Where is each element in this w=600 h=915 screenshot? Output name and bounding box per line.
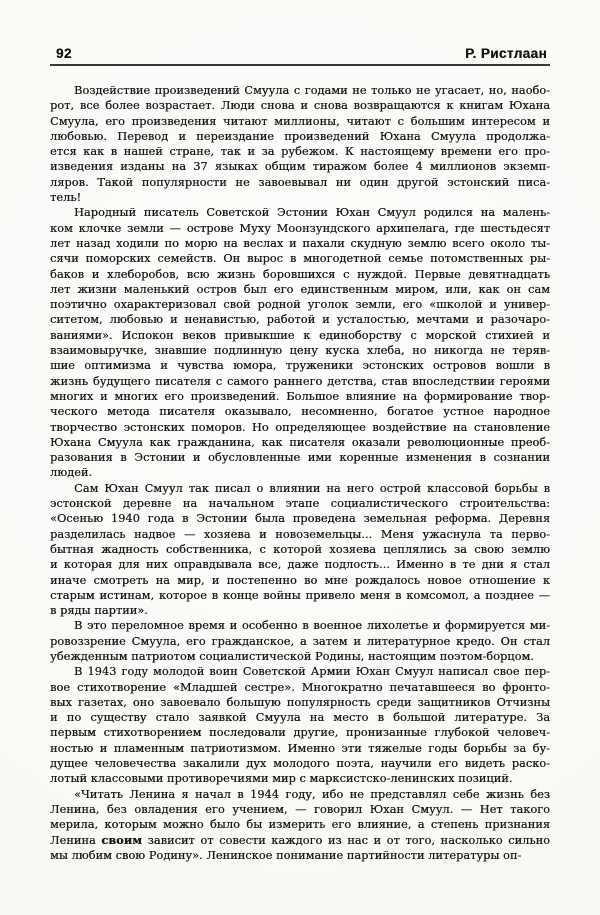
text-line: и по существу стало заявкой Смуула на место в большой литературе. За [50, 711, 550, 725]
text-line: Народный писатель Советской Эстонии Юхан Смуул родился на малень- [74, 206, 550, 220]
text-line: лотый классовыми противоречиями мир с марксистско-ленинских позиций. [50, 772, 513, 786]
text-line: сячи поморских семейств. Он вырос в многодетной семье потомственных ры- [50, 252, 550, 266]
text-line: лет жизни маленький остров был его единственным миром, или, как он сам [50, 282, 550, 296]
text-line: Юхана Смуула как гражданина, как писателя оказали революционные преоб- [50, 435, 550, 449]
text-line: любовью. Перевод и переиздание произведений Юхана Смуула продолжа- [50, 129, 550, 143]
page-number: 92 [56, 46, 72, 61]
text-line: Ленина своим зависит от совести каждого из нас и от того, насколько сильно [50, 832, 550, 847]
text-line: в ряды партии». [50, 604, 148, 618]
text-line: взаимовыручке, знавшие подлинную цену куска хлеба, но никогда не теряв- [50, 344, 550, 358]
page-header [50, 46, 550, 64]
text-line: мерила, которым можно было бы измерить его влияние, а степень признания [50, 818, 550, 832]
text-line: «Осенью 1940 года в Эстонии была проведена земельная реформа. Деревня [50, 512, 550, 526]
text-line: убежденным патриотом социалистической Родины, настоящим поэтом-борцом. [50, 649, 534, 663]
text-line: Воздействие произведений Смуула с годами не только не угасает, но, наобо- [74, 84, 550, 97]
text-line: дущее человечества закалили дух молодого поэта, научили его видеть раско- [50, 757, 550, 771]
text-line: и которая для них оправдывала все, даже подлость... Именно в те дни я стал [50, 558, 550, 572]
text-line: ситетом, любовью и ненавистью, работой и усталостью, мечтами и разочаро- [50, 313, 550, 327]
paragraph [50, 618, 550, 664]
text-line: ностью и пламенным патриотизмом. Именно эти тяжелые годы борьбы за бу- [50, 741, 550, 755]
text-line: жизнь будущего писателя с самого раннего детства, став впоследствии героями [50, 374, 550, 388]
text-line: поэтично охарактеризовал свой родной уголок земли, его «школой и универ- [50, 298, 550, 312]
text-line: шие оптимизма и чувства юмора, труженики эстонских островов вошли в [50, 359, 550, 373]
text-line: эстонской деревне на начальном этапе социалистического строительства: [50, 497, 550, 511]
header-rule [50, 64, 550, 66]
text-line: ется как в нашей стране, так и за рубежом. К настоящему времени его про- [50, 145, 550, 159]
text-line: людей. [50, 466, 93, 480]
text-line: изведения изданы на 37 языках общим тиражом более 4 миллионов экземп- [50, 160, 550, 174]
text-line: разделилась надвое — хозяева и новоземельцы... Меня ужаснула та перво- [50, 527, 550, 541]
text-line: Сам Юхан Смуул так писал о влиянии на него острой классовой борьбы в [74, 481, 550, 495]
text-line: вое стихотворение «Младшей сестре». Многократно печатавшееся во фронто- [50, 680, 550, 694]
paragraph [50, 664, 550, 786]
running-head-author: Р. Ристлаан [465, 46, 547, 61]
text-line: ческого метода писателя оказывало, несомненно, богатое устное народное [50, 405, 550, 419]
text-line: баков и хлеборобов, всю жизнь боровшихся с нуждой. Первые девятнадцать [50, 267, 550, 281]
text-line: рот, все более возрастает. Люди снова и снова возвращаются к книгам Юхана [50, 99, 550, 113]
text-line: иначе смотреть на мир, и постепенно во мне рождалось новое отношение к [50, 573, 550, 587]
text-line: ляров. Такой популярности не завоевывал ни один другой эстонский писа- [50, 175, 550, 189]
text-line: разования в Эстонии и обусловленные ими коренные изменения в сознании [50, 451, 550, 465]
text-line: многих и многих его произведений. Большое влияние на формирование твор- [50, 389, 550, 403]
text-line: ровоззрение Смуула, его гражданское, а затем и литературное кредо. Он стал [50, 634, 550, 648]
text-line: тель! [50, 191, 82, 205]
paragraph [50, 205, 550, 480]
text-line: Смуула, его произведения читают миллионы, читают с большим интересом и [50, 114, 550, 128]
text-line: В это переломное время и особенно в военное лихолетье и формируется ми- [74, 619, 550, 633]
text-line: ком клочке земли — острове Муху Моонзундского архипелага, где шестьдесят [50, 221, 550, 235]
paragraph [50, 787, 550, 863]
text-line: мы любим свою Родину». Ленинское понимание партийности литературы оп- [50, 848, 522, 862]
text-line: лет назад ходили по морю на веслах и пахали скудную землю всего около ты- [50, 236, 550, 250]
text-line: творчество эстонских поморов. Но определяющее воздействие на становление [50, 420, 550, 434]
paragraph [50, 83, 550, 205]
paragraph [50, 481, 550, 619]
text-line: бытная жадность собственника, с которой хозяева цеплялись за свою землю [50, 542, 550, 556]
text-line: ваниями». Испокон веков привыкшие к единоборству с морской стихией и [50, 328, 550, 342]
text-line: первым стихотворением последовали другие, пронизанные глубокой человеч- [50, 726, 550, 740]
text-line: вых газетах, оно завоевало большую популярность среди защитников Отчизны [50, 695, 550, 709]
text-body [50, 66, 550, 863]
text-line: «Читать Ленина я начал в 1944 году, ибо не представлял себе жизнь без [74, 787, 550, 801]
text-line: В 1943 году молодой воин Советской Армии Юхан Смуул написал свое пер- [74, 665, 550, 679]
text-line: Ленина, без овладения его учением, — говорил Юхан Смуул. — Нет такого [50, 802, 550, 816]
text-line: старым истинам, которое в конце войны привело меня в комсомол, а позднее — [50, 588, 550, 602]
